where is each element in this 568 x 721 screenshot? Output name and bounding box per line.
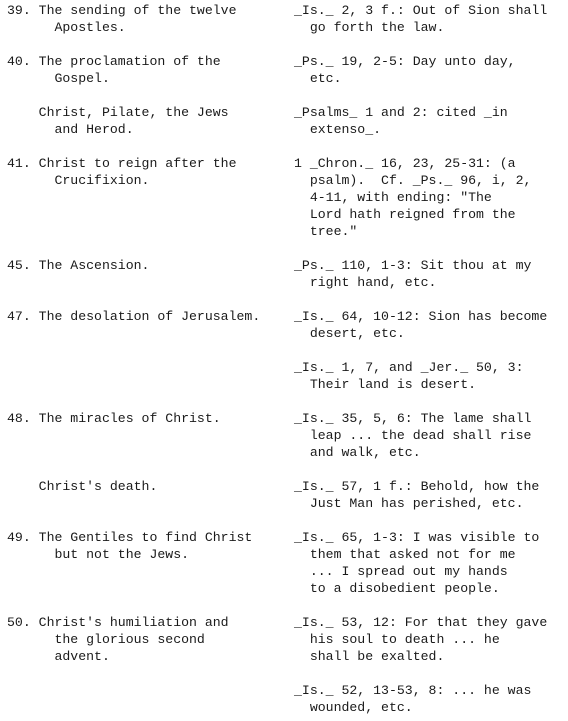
entry-45-subject: 45. The Ascension. [7, 258, 150, 273]
entry-39-reference: _Is._ 2, 3 f.: Out of Sion shall go forth the law. [294, 3, 548, 35]
entry-48-reference: _Is._ 35, 5, 6: The lame shall leap ... the dead shall rise and walk, etc. [294, 411, 532, 460]
entry-48b-subject: Christ's death. [7, 479, 158, 494]
entry-39-subject: 39. The sending of the twelve Apostles. [7, 3, 237, 35]
entry-50b-reference: _Is._ 52, 13-53, 8: ... he was wounded, etc. [294, 683, 532, 715]
entry-45-reference: _Ps._ 110, 1-3: Sit thou at my right hand, etc. [294, 258, 532, 290]
entry-48b-reference: _Is._ 57, 1 f.: Behold, how the Just Man has perished, etc. [294, 479, 540, 511]
entry-49-subject: 49. The Gentiles to find Christ but not the Jews. [7, 530, 253, 562]
entry-48-subject: 48. The miracles of Christ. [7, 411, 221, 426]
entry-49-reference: _Is._ 65, 1-3: I was visible to them that asked not for me ... I spread out my hands to a disobedient people. [294, 530, 540, 596]
entry-50-reference: _Is._ 53, 12: For that they gave his soul to death ... he shall be exalted. [294, 615, 548, 664]
entry-40b-subject: Christ, Pilate, the Jews and Herod. [38, 105, 229, 137]
entry-41-reference: 1 _Chron._ 16, 23, 25-31: (a psalm). Cf. _Ps._ 96, i, 2, 4-11, with ending: "The Lord hath reigned from the tree." [294, 156, 532, 239]
entry-47b-reference: _Is._ 1, 7, and _Jer._ 50, 3: Their land is desert. [294, 360, 524, 392]
entry-47-subject: 47. The desolation of Jerusalem. [7, 309, 261, 324]
entry-40-subject: 40. The proclamation of the Gospel. [7, 54, 221, 86]
entry-41-subject: 41. Christ to reign after the Crucifixion. [7, 156, 237, 188]
entry-50-subject: 50. Christ's humiliation and the glorious second advent. [7, 615, 229, 664]
entry-40-reference: _Ps._ 19, 2-5: Day unto day, etc. [294, 54, 516, 86]
entry-47-reference: _Is._ 64, 10-12: Sion has become desert, etc. [294, 309, 548, 341]
entry-40b-reference: _Psalms_ 1 and 2: cited _in extenso_. [294, 105, 508, 137]
